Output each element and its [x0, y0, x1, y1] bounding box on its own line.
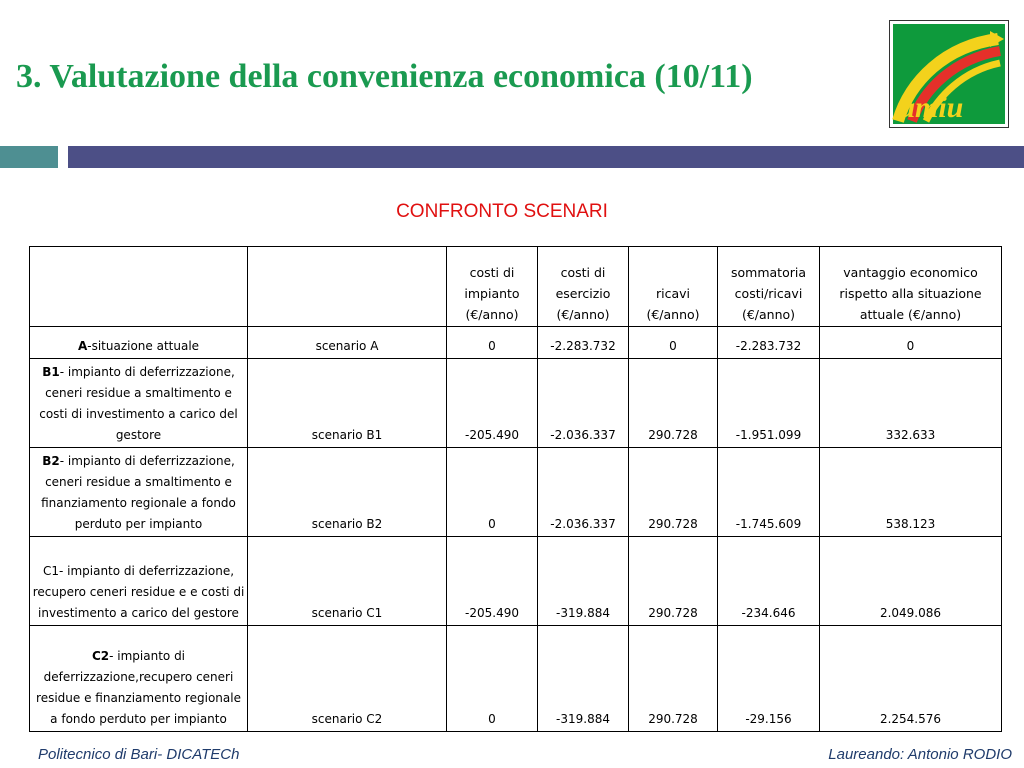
value-impianto: 0: [447, 626, 538, 732]
scenario-desc-text: - impianto di deferrizzazione, ceneri residue a smaltimento e costi di investimento a carico del gestore: [39, 365, 238, 442]
value-ricavi: 0: [629, 327, 718, 359]
scenario-description: [30, 327, 248, 359]
header-bar-right: [68, 146, 1024, 168]
scenario-comparison-table: [29, 246, 1002, 732]
scenario-label: scenario B2: [248, 448, 447, 537]
header-cell: [30, 247, 248, 327]
value-sommatoria: -1.951.099: [718, 359, 820, 448]
scenario-description: [30, 359, 248, 448]
value-vantaggio: 2.049.086: [820, 537, 1002, 626]
value-esercizio: -319.884: [538, 626, 629, 732]
value-esercizio: -2.036.337: [538, 448, 629, 537]
value-vantaggio: 332.633: [820, 359, 1002, 448]
table-row: [30, 448, 1002, 537]
table-header-row: [30, 247, 1002, 327]
amiu-logo: [889, 20, 1009, 128]
value-vantaggio: 0: [820, 327, 1002, 359]
value-esercizio: -2.036.337: [538, 359, 629, 448]
scenario-desc-text: - impianto di deferrizzazione,recupero ceneri residue e finanziamento regionale a fondo perduto per impianto: [36, 649, 241, 726]
scenario-description: [30, 537, 248, 626]
header-ricavi: ricavi (€/anno): [629, 247, 718, 327]
value-ricavi: 290.728: [629, 626, 718, 732]
header-cell: [248, 247, 447, 327]
value-ricavi: 290.728: [629, 537, 718, 626]
logo-graphic: [890, 21, 1008, 127]
scenario-label: scenario C1: [248, 537, 447, 626]
value-impianto: -205.490: [447, 359, 538, 448]
header-bar-left: [0, 146, 58, 168]
scenario-code: C2: [91, 649, 110, 663]
value-sommatoria: -2.283.732: [718, 327, 820, 359]
scenario-desc-text: - impianto di deferrizzazione, ceneri residue a smaltimento e finanziamento regionale a fondo perduto per impianto: [41, 454, 236, 531]
scenario-code: B2: [42, 454, 60, 468]
value-impianto: 0: [447, 327, 538, 359]
value-impianto: 0: [447, 448, 538, 537]
value-vantaggio: 538.123: [820, 448, 1002, 537]
scenario-desc-text: C1- impianto di deferrizzazione, recupero ceneri residue e e costi di investimento a carico del gestore: [32, 564, 245, 620]
header-costi-esercizio: costi di esercizio (€/anno): [538, 247, 629, 327]
value-impianto: -205.490: [447, 537, 538, 626]
scenario-description: [30, 448, 248, 537]
table-row: [30, 626, 1002, 732]
footer-author: Laureando: Antonio RODIO: [828, 746, 1012, 763]
value-sommatoria: -29.156: [718, 626, 820, 732]
value-esercizio: -319.884: [538, 537, 629, 626]
value-vantaggio: 2.254.576: [820, 626, 1002, 732]
value-sommatoria: -1.745.609: [718, 448, 820, 537]
header-vantaggio: vantaggio economico rispetto alla situazione attuale (€/anno): [820, 247, 1002, 327]
scenario-desc-text: -situazione attuale: [87, 339, 200, 353]
section-subtitle: CONFRONTO SCENARI: [396, 201, 608, 222]
value-esercizio: -2.283.732: [538, 327, 629, 359]
footer-institution: Politecnico di Bari- DICATECh: [38, 746, 240, 763]
value-ricavi: 290.728: [629, 359, 718, 448]
table-row: [30, 327, 1002, 359]
logo-text: amiu: [900, 91, 964, 124]
header-sommatoria: sommatoria costi/ricavi (€/anno): [718, 247, 820, 327]
scenario-label: scenario A: [248, 327, 447, 359]
value-ricavi: 290.728: [629, 448, 718, 537]
scenario-label: scenario B1: [248, 359, 447, 448]
slide-title: 3. Valutazione della convenienza economica (10/11): [16, 58, 753, 95]
scenario-code: B1: [42, 365, 60, 379]
table-row: [30, 359, 1002, 448]
scenario-label: scenario C2: [248, 626, 447, 732]
scenario-description: [30, 626, 248, 732]
scenario-code: A: [77, 339, 88, 353]
table-row: [30, 537, 1002, 626]
value-sommatoria: -234.646: [718, 537, 820, 626]
header-costi-impianto: costi di impianto (€/anno): [447, 247, 538, 327]
